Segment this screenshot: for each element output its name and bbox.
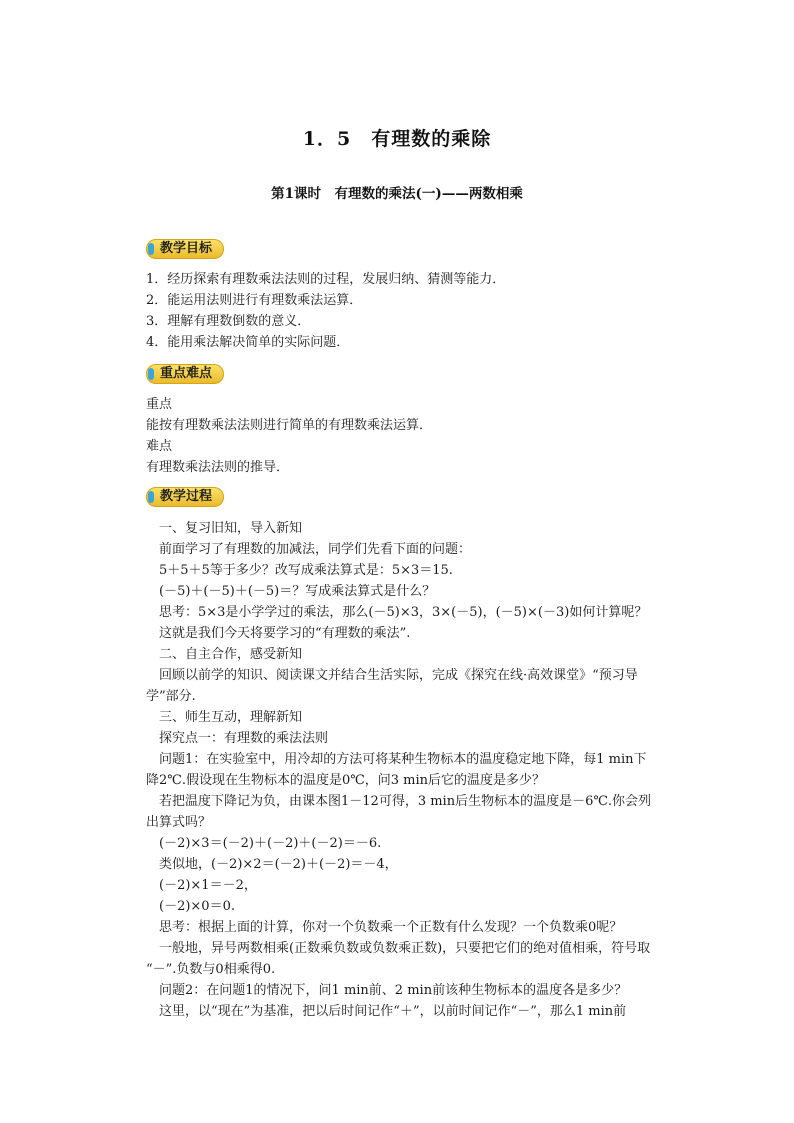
process-line: 这就是我们今天将要学习的“有理数的乘法”. <box>146 626 411 641</box>
goal-item: 4．能用乘法解决简单的实际问题． <box>146 335 350 350</box>
process-line: 一、复习旧知，导入新知 <box>146 521 303 536</box>
difficulty-heading: 难点 <box>146 439 173 454</box>
section-tag-keypoints <box>146 364 224 384</box>
process-line: 前面学习了有理数的加减法，同学们先看下面的问题： <box>146 542 472 557</box>
process-line: 问题2：在问题1的情况下，问1 min前、2 min前该种生物标本的温度各是多少？ <box>146 983 628 998</box>
process-line: 问题1：在实验室中，用冷却的方法可将某种生物标本的温度稳定地下降，每1 min下 <box>146 752 647 767</box>
goal-item: 2．能运用法则进行有理数乘法运算． <box>146 293 363 308</box>
tag-marker-icon <box>148 243 154 255</box>
process-line: 5＋5＋5等于多少？改写成乘法算式是：5×3＝15. <box>146 563 453 578</box>
section-tag-process <box>146 487 224 507</box>
process-line: 二、自主合作，感受新知 <box>146 647 303 662</box>
process-line: “－”.负数与0相乘得0. <box>146 962 276 977</box>
process-line: 思考：根据上面的计算，你对一个负数乘一个正数有什么发现？一个负数乘0呢？ <box>146 920 623 935</box>
process-line: (－5)＋(－5)＋(－5)＝？写成乘法算式是什么？ <box>146 584 436 599</box>
process-line: 出算式吗？ <box>146 815 212 830</box>
section-tag-label: 教学过程 <box>160 489 213 504</box>
difficulty-text: 有理数乘法法则的推导． <box>146 460 290 475</box>
process-line: 思考：5×3是小学学过的乘法，那么(－5)×3，3×(－5)，(－5)×(－3)如何计算呢？ <box>146 605 648 620</box>
tag-marker-icon <box>148 491 154 503</box>
process-line: (－2)×0＝0. <box>146 899 235 914</box>
process-line: 探究点一：有理数的乘法法则 <box>146 731 329 746</box>
goal-item: 3．理解有理数倒数的意义． <box>146 314 311 329</box>
goal-item: 1．经历探索有理数乘法法则的过程，发展归纳、猜测等能力． <box>146 272 506 287</box>
process-line: 这里，以“现在”为基准，把以后时间记作“＋”，以前时间记作“－”，那么1 min前 <box>146 1004 627 1019</box>
process-line: 降2℃.假设现在生物标本的温度是0℃，问3 min后它的温度是多少？ <box>146 773 546 788</box>
process-line: 三、师生互动，理解新知 <box>146 710 303 725</box>
process-line: (－2)×3＝(－2)＋(－2)＋(－2)＝－6. <box>146 836 382 851</box>
process-line: 一般地，异号两数相乘(正数乘负数或负数乘正数)，只要把它们的绝对值相乘，符号取 <box>146 941 651 956</box>
section-tag-label: 重点难点 <box>160 366 213 381</box>
process-line: 回顾以前学的知识、阅读课文并结合生活实际，完成《探究在线·高效课堂》“预习导 <box>146 668 638 683</box>
process-line: 类似地，(－2)×2＝(－2)＋(－2)＝－4， <box>146 857 398 872</box>
process-line: (－2)×1＝－2， <box>146 878 257 893</box>
process-line: 学”部分. <box>146 689 196 704</box>
section-tag-goals <box>146 239 224 259</box>
page-title: 1．5 有理数的乘除 <box>302 128 492 150</box>
keypoint-heading: 重点 <box>146 397 173 412</box>
lesson-subtitle: 第1课时 有理数的乘法(一)——两数相乘 <box>271 186 523 202</box>
keypoint-text: 能按有理数乘法法则进行简单的有理数乘法运算． <box>146 418 433 433</box>
tag-marker-icon <box>148 368 154 380</box>
section-tag-label: 教学目标 <box>160 241 213 256</box>
process-line: 若把温度下降记为负，由课本图1－12可得，3 min后生物标本的温度是－6℃.你会列 <box>146 794 652 809</box>
